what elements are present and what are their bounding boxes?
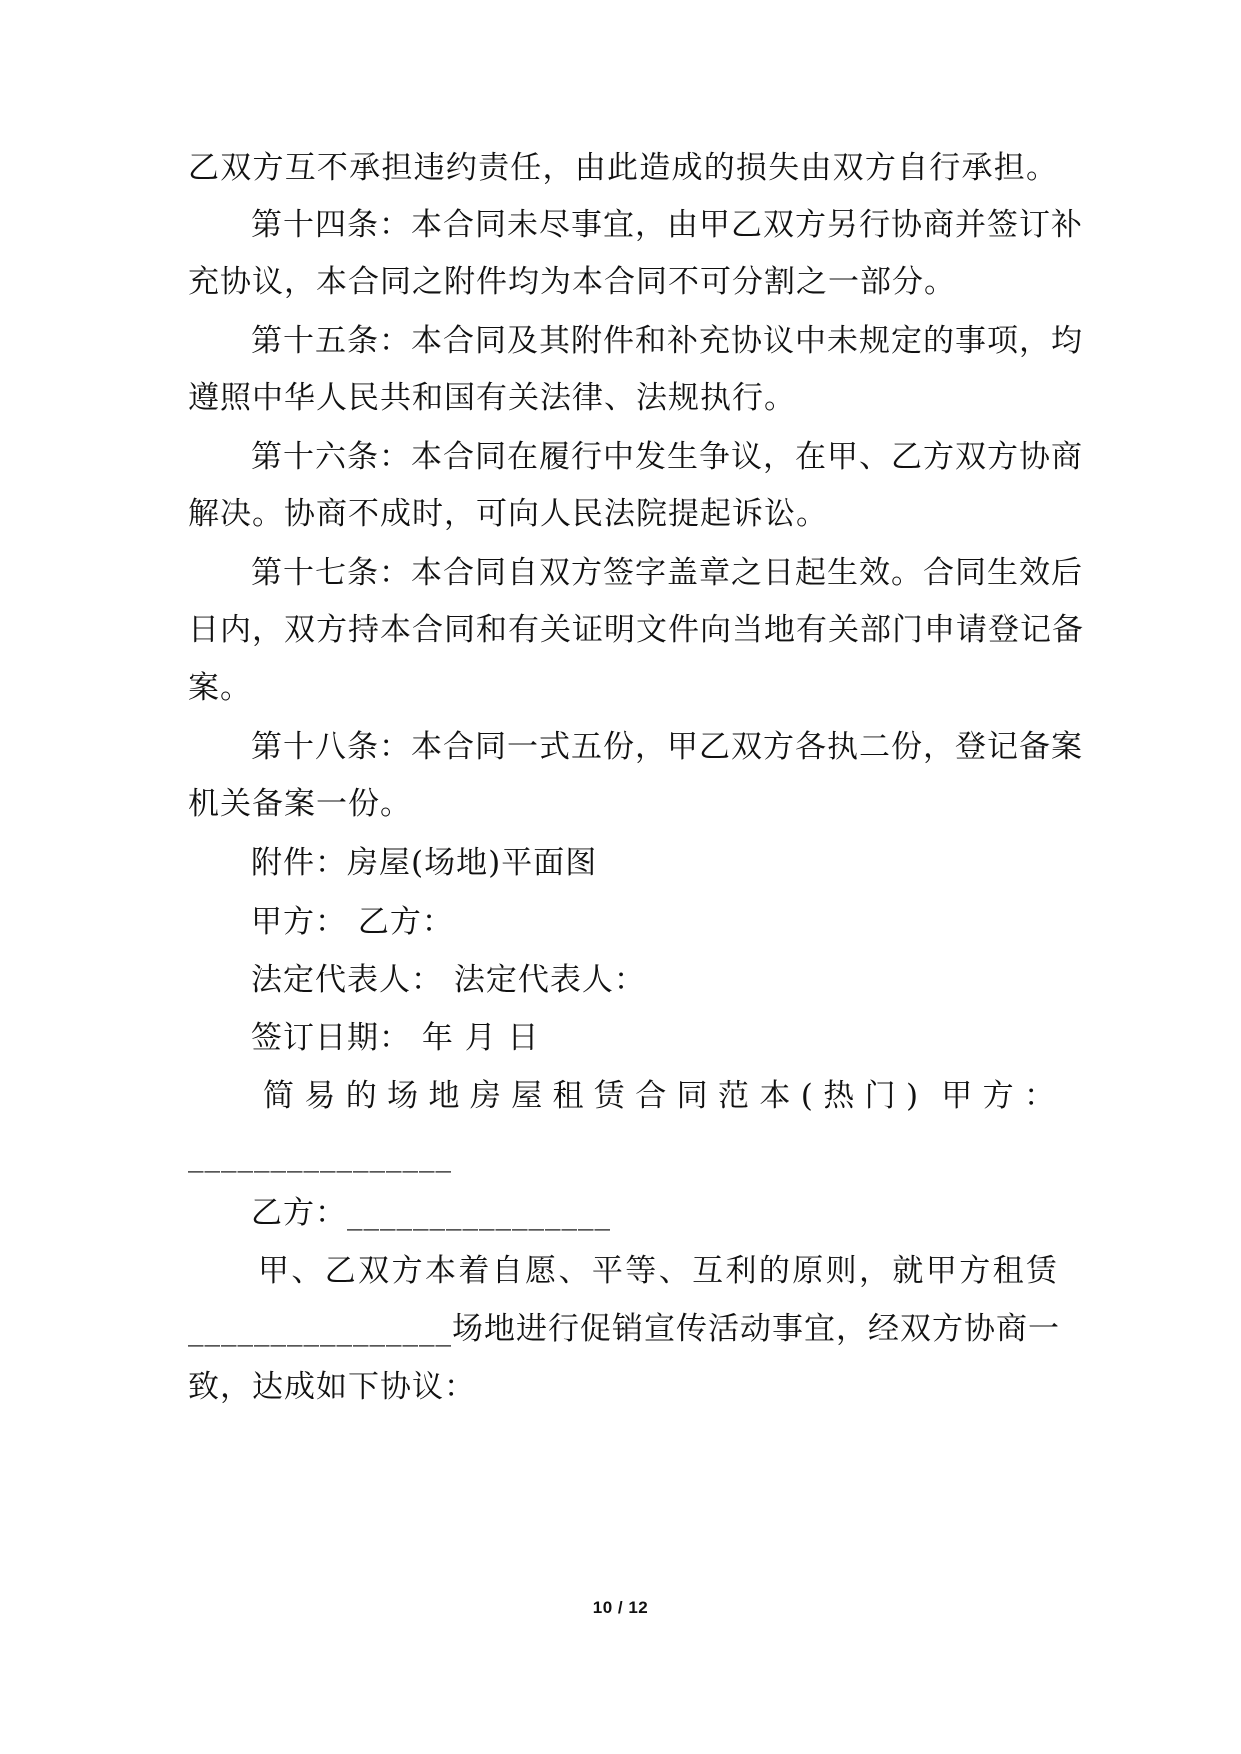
party-b-line: 乙方：________________ <box>251 1195 611 1231</box>
party-line: 甲方： 乙方： <box>251 904 454 940</box>
text-line: 乙双方互不承担违约责任，由此造成的损失由双方自行承担。 <box>188 150 1058 186</box>
clause-15-line-1: 第十五条：本合同及其附件和补充协议中未规定的事项，均 <box>251 323 1083 359</box>
page-number: 10 / 12 <box>592 1598 649 1617</box>
clause-18-line-1: 第十八条：本合同一式五份，甲乙双方各执二份，登记备案 <box>251 729 1083 765</box>
preamble-line-2: ________________场地进行促销宣传活动事宜，经双方协商一 <box>188 1311 1060 1347</box>
clause-17-line-3: 案。 <box>188 670 252 706</box>
contract-title-line: 简易的场地房屋租赁合同范本(热门) 甲方： <box>263 1078 1058 1114</box>
clause-16-line-1: 第十六条：本合同在履行中发生争议，在甲、乙方双方协商 <box>251 439 1083 475</box>
attachment-line: 附件：房屋(场地)平面图 <box>251 845 598 881</box>
party-a-blank-line: ________________ <box>188 1137 452 1173</box>
clause-15-line-2: 遵照中华人民共和国有关法律、法规执行。 <box>188 380 796 416</box>
clause-18-line-2: 机关备案一份。 <box>188 786 412 822</box>
preamble-line-1: 甲、乙双方本着自愿、平等、互利的原则，就甲方租赁 <box>258 1253 1058 1289</box>
clause-16-line-2: 解决。协商不成时，可向人民法院提起诉讼。 <box>188 496 828 532</box>
signing-date-line: 签订日期： 年 月 日 <box>251 1020 540 1056</box>
preamble-line-3: 致，达成如下协议： <box>188 1369 476 1405</box>
clause-17-line-2: 日内，双方持本合同和有关证明文件向当地有关部门申请登记备 <box>188 612 1084 648</box>
clause-17-line-1: 第十七条：本合同自双方签字盖章之日起生效。合同生效后 <box>251 555 1083 591</box>
clause-14-line-2: 充协议，本合同之附件均为本合同不可分割之一部分。 <box>188 264 956 300</box>
legal-representative-line: 法定代表人： 法定代表人： <box>251 962 646 998</box>
clause-14-line-1: 第十四条：本合同未尽事宜，由甲乙双方另行协商并签订补 <box>251 207 1083 243</box>
